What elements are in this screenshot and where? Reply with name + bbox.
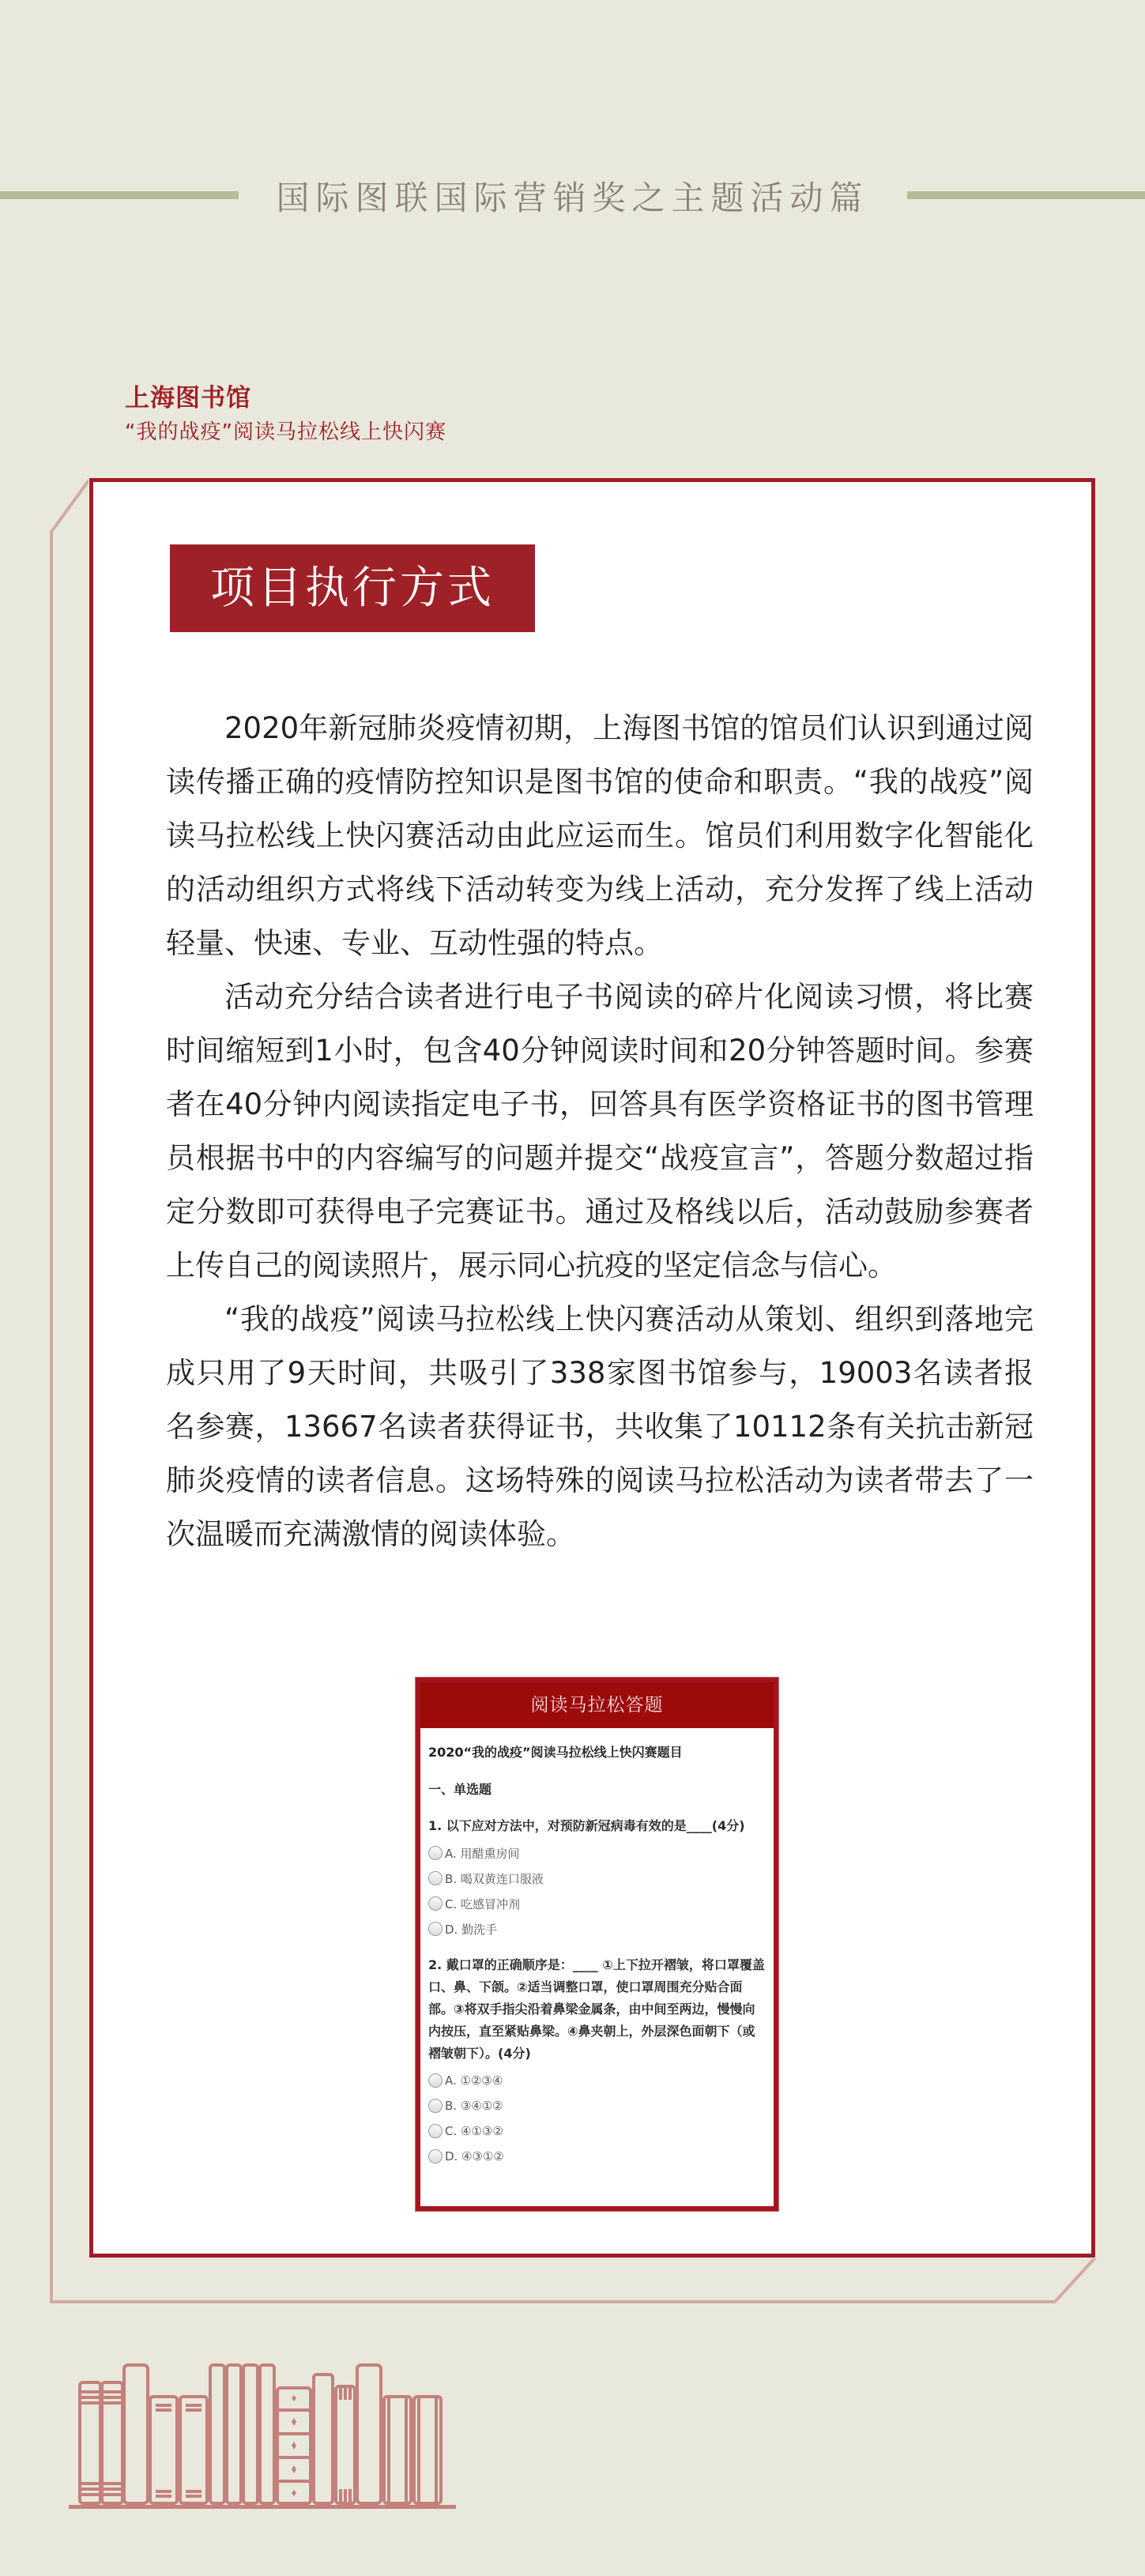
quiz-section-label: 一、单选题 <box>428 1782 492 1797</box>
content-card <box>89 478 1095 2258</box>
option-label: D. 勤洗手 <box>445 1922 498 1937</box>
radio-icon[interactable] <box>428 2099 443 2113</box>
radio-icon[interactable] <box>428 1922 443 1936</box>
section-heading: 项目执行方式 <box>170 544 535 632</box>
option-radio[interactable] <box>428 1916 766 1941</box>
quiz-screenshot <box>416 1678 778 2211</box>
bookshelf-icon <box>67 2351 533 2509</box>
section-title: 国际图联国际营销奖之主题活动篇 <box>276 179 869 217</box>
option-radio[interactable] <box>428 1840 766 1866</box>
option-label: D. ④③①② <box>445 2149 504 2164</box>
body-text <box>166 702 1034 1561</box>
option-label: B. 喝双黄连口服液 <box>445 1871 544 1886</box>
option-radio[interactable] <box>428 2068 766 2093</box>
option-label: C. 吃感冒冲剂 <box>445 1896 521 1911</box>
option-label: C. ④①③② <box>445 2124 503 2138</box>
option-radio[interactable] <box>428 2093 766 2118</box>
radio-icon[interactable] <box>428 1871 443 1885</box>
question-2-options <box>428 2068 766 2169</box>
radio-icon[interactable] <box>428 2124 443 2138</box>
option-radio[interactable] <box>428 2144 766 2169</box>
quiz-header: 阅读马拉松答题 <box>420 1682 774 1728</box>
option-label: A. 用醋熏房间 <box>445 1846 520 1861</box>
paragraph-1: 2020年新冠肺炎疫情初期，上海图书馆的馆员们认识到通过阅读传播正确的疫情防控知识是图书馆的使命和职责。“我的战疫”阅读马拉松线上快闪赛活动由此应运而生。馆员们利用数字化智能化的活动组织方式将线下活动转变为线上活动，充分发挥了线上活动轻量、快速、专业、互动性强的特点。 <box>166 711 1034 960</box>
radio-icon[interactable] <box>428 2073 443 2088</box>
option-label: B. ③④①② <box>445 2099 503 2113</box>
option-radio[interactable] <box>428 1891 766 1916</box>
quiz-title: 2020“我的战疫”阅读马拉松线上快闪赛题目 <box>428 1745 683 1760</box>
question-1-options <box>428 1840 766 1941</box>
paragraph-2: 活动充分结合读者进行电子书阅读的碎片化阅读习惯，将比赛时间缩短到1小时，包含40分钟阅读时间和20分钟答题时间。参赛者在40分钟内阅读指定电子书，回答具有医学资格证书的图书管理员根据书中的内容编写的问题并提交“战疫宣言”，答题分数超过指定分数即可获得电子完赛证书。通过及格线以后，活动鼓励参赛者上传自己的阅读照片，展示同心抗疫的坚定信念与信心。 <box>166 980 1034 1282</box>
paragraph-3: “我的战疫”阅读马拉松线上快闪赛活动从策划、组织到落地完成只用了9天时间，共吸引了338家图书馆参与，19003名读者报名参赛，13667名读者获得证书，共收集了10112条有关抗击新冠肺炎疫情的读者信息。这场特殊的阅读马拉松活动为读者带去了一次温暖而充满激情的阅读体验。 <box>166 1302 1034 1551</box>
option-radio[interactable] <box>428 1866 766 1891</box>
radio-icon[interactable] <box>428 1846 443 1860</box>
option-radio[interactable] <box>428 2118 766 2144</box>
question-1: 1. 以下应对方法中，对预防新冠病毒有效的是____(4分) <box>428 1818 745 1833</box>
quiz-body <box>420 1728 774 2169</box>
option-label: A. ①②③④ <box>445 2073 503 2088</box>
radio-icon[interactable] <box>428 1896 443 1911</box>
project-title: “我的战疫”阅读马拉松线上快闪赛 <box>125 420 446 444</box>
library-name: 上海图书馆 <box>125 384 251 412</box>
question-2: 2. 戴口罩的正确顺序是：____ ①上下拉开褶皱，将口罩覆盖口、鼻、下颌。②适当调整口罩，使口罩周围充分贴合面部。③将双手指尖沿着鼻梁金属条，由中间至两边，慢慢向内按压，直至紧贴鼻梁。④鼻夹朝上，外层深色面朝下（或褶皱朝下）。(4分) <box>428 1957 765 2061</box>
radio-icon[interactable] <box>428 2149 443 2164</box>
